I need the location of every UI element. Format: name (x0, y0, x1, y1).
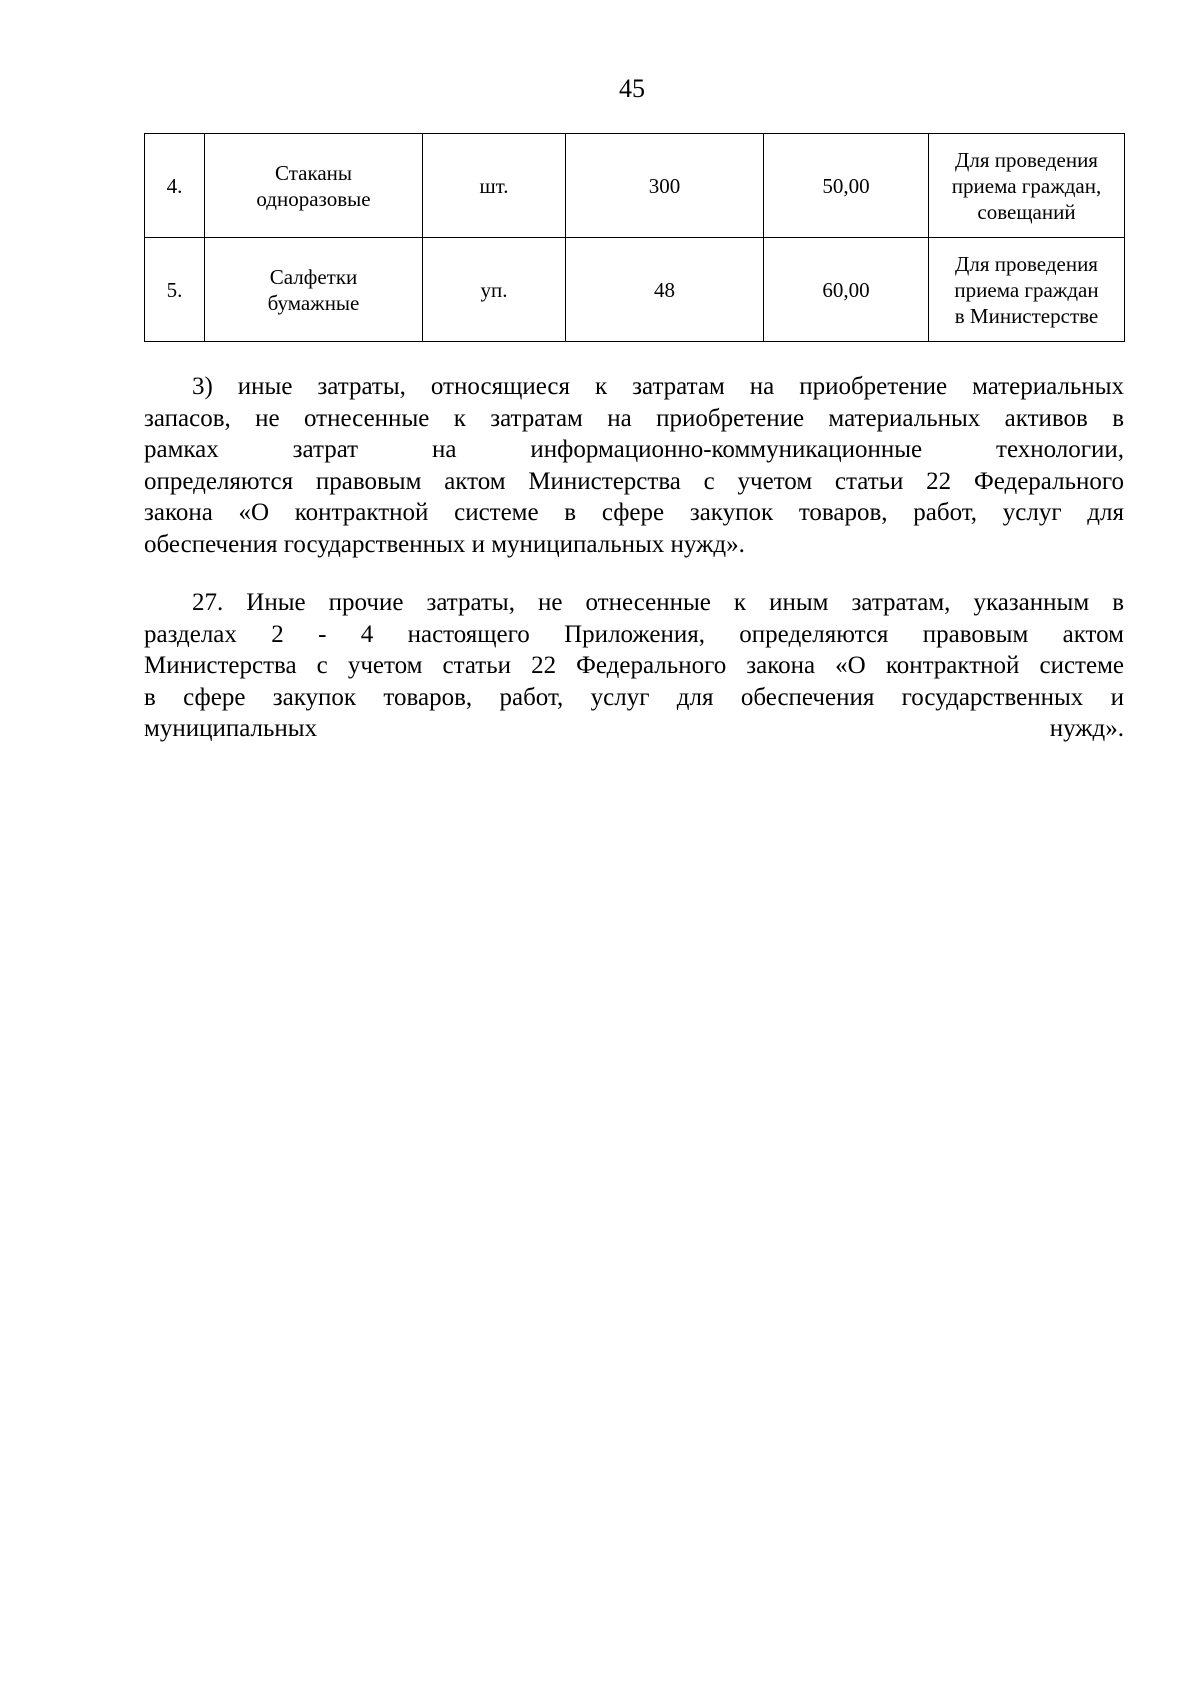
text-line: муниципальных нужд». (144, 715, 1124, 743)
supplies-table (144, 133, 1125, 342)
item-purpose (929, 134, 1125, 238)
paragraph-27 (144, 587, 1124, 745)
row-number: 5. (145, 238, 205, 342)
table-row (145, 134, 1125, 238)
item-unit: уп. (423, 238, 566, 342)
text-line: обеспечения государственных и муниципальных нужд». (144, 530, 745, 558)
text-line: в сфере закупок товаров, работ, услуг для обеспечения государственных и (144, 683, 1124, 711)
page-number: 45 (619, 74, 645, 103)
item-purpose-line: в Министерстве (954, 303, 1099, 328)
text-line: запасов, не отнесенные к затратам на приобретение материальных активов в (144, 404, 1124, 432)
paragraph-other-costs (144, 371, 1124, 561)
item-purpose-line: приема граждан, (951, 173, 1102, 198)
item-name-line: Стаканы (274, 160, 353, 185)
item-quantity: 48 (566, 238, 764, 342)
text-line: закона «О контрактной системе в сфере закупок товаров, работ, услуг для (144, 499, 1124, 527)
text-line: 27. Иные прочие затраты, не отнесенные к иным затратам, указанным в (192, 589, 1124, 616)
text-line: определяются правовым актом Министерства с учетом статьи 22 Федерального (144, 467, 1124, 495)
text-line: рамках затрат на информационно-коммуникационные технологии, (144, 436, 1124, 464)
item-quantity: 300 (566, 134, 764, 238)
table-row (145, 238, 1125, 342)
item-purpose-line: совещаний (977, 199, 1076, 224)
item-purpose-line: Для проведения (955, 147, 1098, 172)
item-name (205, 134, 423, 238)
item-name-line: одноразовые (256, 186, 371, 211)
text-line: 3) иные затраты, относящиеся к затратам на приобретение материальных (192, 373, 1124, 400)
item-purpose (929, 238, 1125, 342)
text-line: разделах 2 - 4 настоящего Приложения, определяются правовым актом (144, 620, 1124, 648)
text-line: Министерства с учетом статьи 22 Федерального закона «О контрактной системе (144, 652, 1124, 680)
item-price: 60,00 (764, 238, 929, 342)
item-price: 50,00 (764, 134, 929, 238)
item-unit: шт. (423, 134, 566, 238)
item-name-line: Салфетки (269, 264, 358, 289)
item-name-line: бумажные (267, 290, 360, 315)
item-purpose-line: приема граждан (954, 277, 1099, 302)
item-name (205, 238, 423, 342)
item-purpose-line: Для проведения (955, 251, 1098, 276)
row-number: 4. (145, 134, 205, 238)
